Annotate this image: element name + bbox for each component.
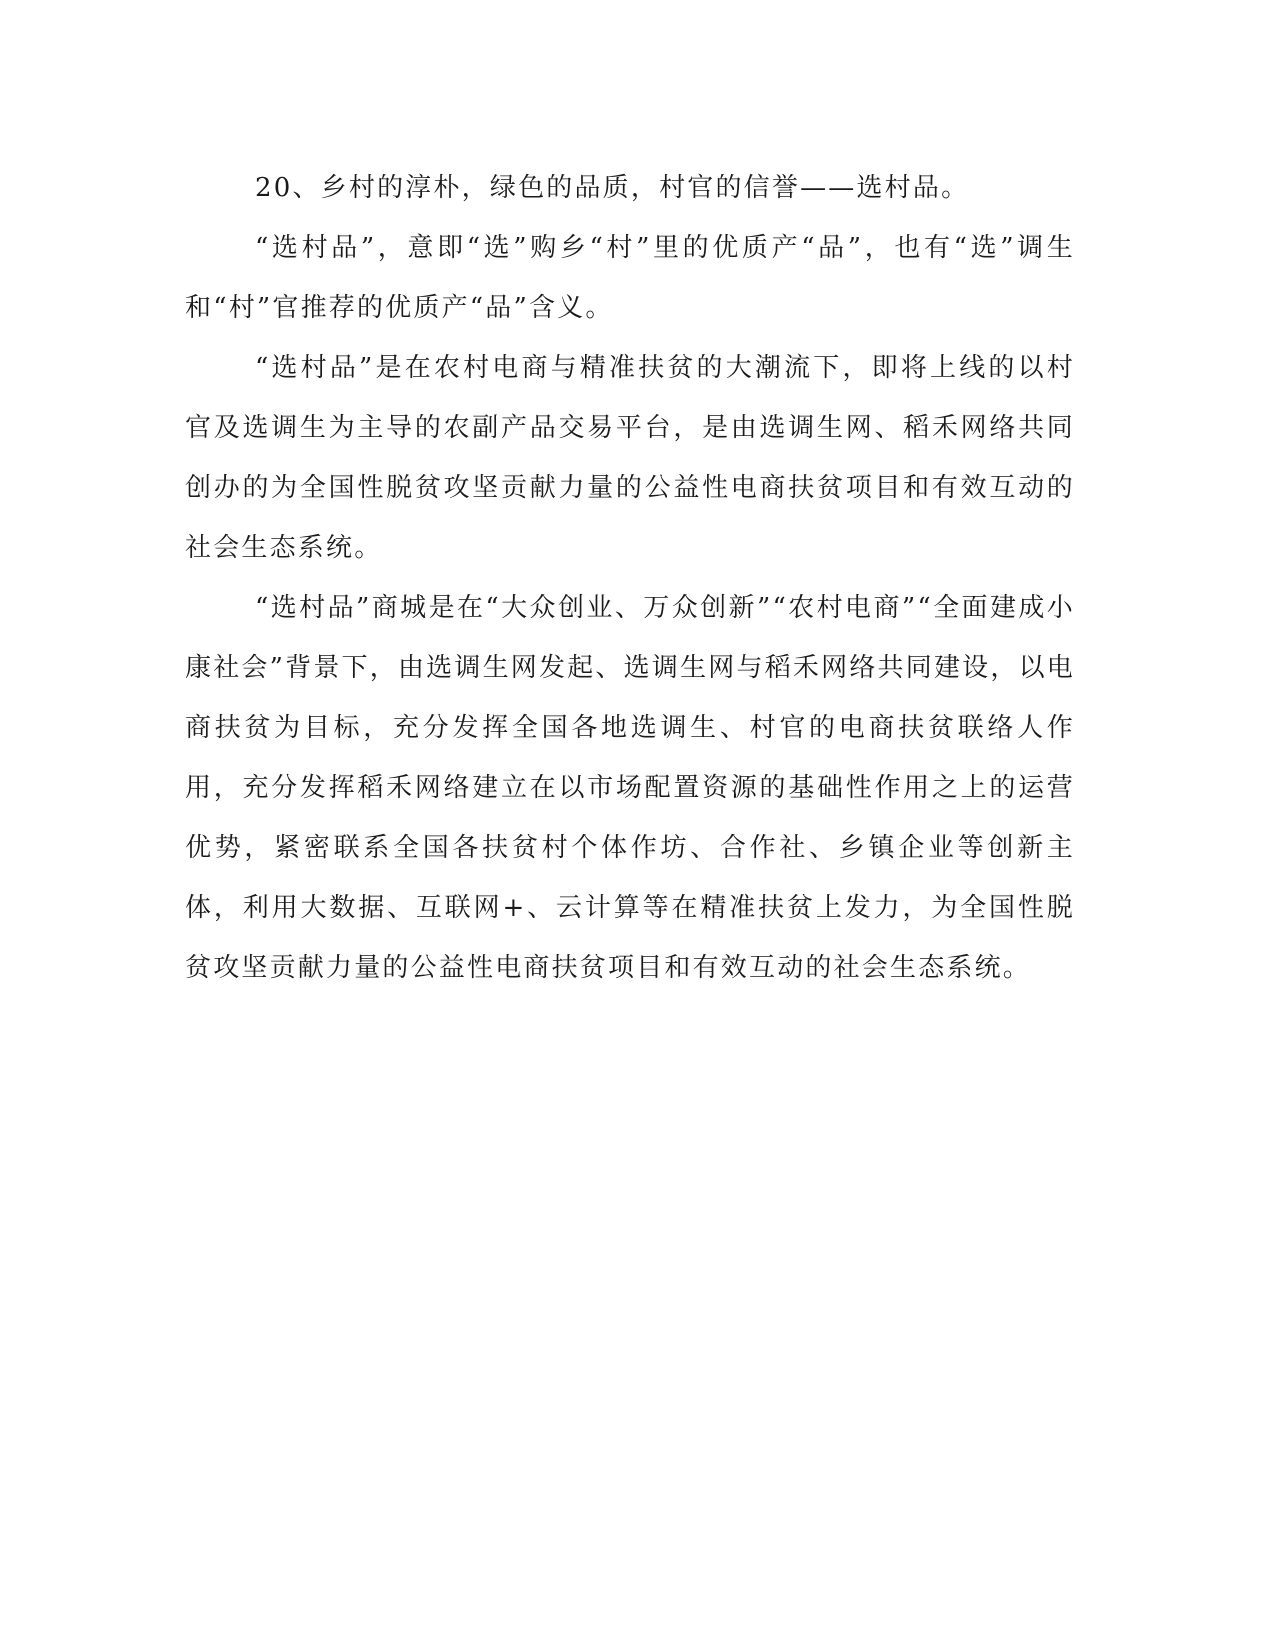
paragraph-meaning: “选村品”，意即“选”购乡“村”里的优质产“品”，也有“选”调生和“村”官推荐的优质产“品”含义。 xyxy=(185,233,1075,323)
paragraph-heading: 20、乡村的淳朴，绿色的品质，村官的信誉——选村品。 xyxy=(255,173,970,203)
paragraph-platform: “选村品”是在农村电商与精准扶贫的大潮流下，即将上线的以村官及选调生为主导的农副产品交易平台，是由选调生网、稻禾网络共同创办的为全国性脱贫攻坚贡献力量的公益性电商扶贫项目和有效互动的社会生态系统。 xyxy=(185,353,1075,563)
paragraph-mall: “选村品”商城是在“大众创业、万众创新”“农村电商”“全面建成小康社会”背景下，由选调生网发起、选调生网与稻禾网络共同建设，以电商扶贫为目标，充分发挥全国各地选调生、村官的电商扶贫联络人作用，充分发挥稻禾网络建立在以市场配置资源的基础性作用之上的运营优势，紧密联系全国各扶贫村个体作坊、合作社、乡镇企业等创新主体，利用大数据、互联网+、云计算等在精准扶贫上发力，为全国性脱贫攻坚贡献力量的公益性电商扶贫项目和有效互动的社会生态系统。 xyxy=(185,593,1075,983)
document-body xyxy=(185,158,1075,998)
